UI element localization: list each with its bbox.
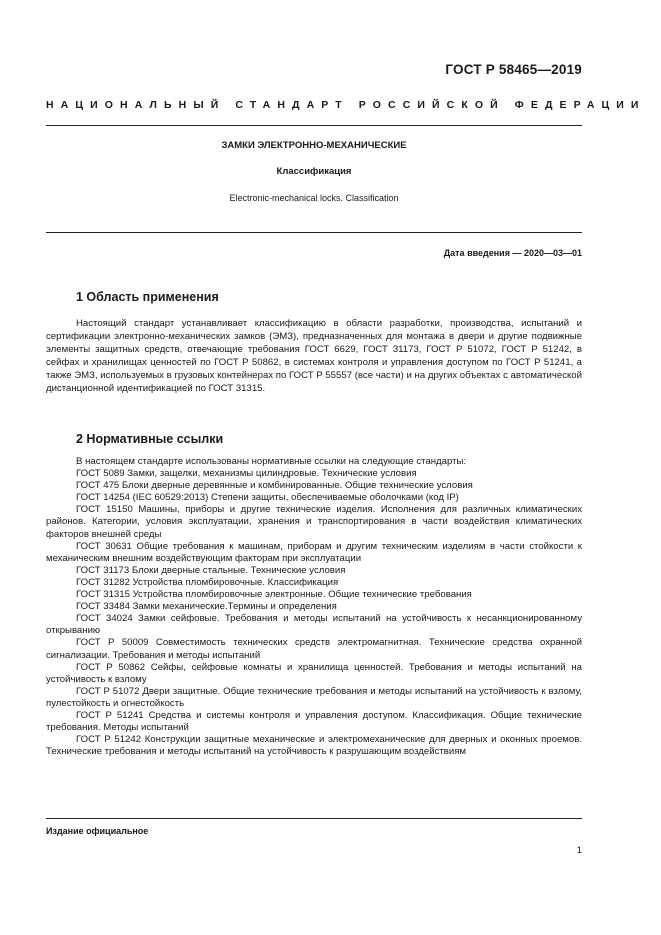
reference-item: ГОСТ 31315 Устройства пломбировочные электронные. Общие технические требования	[76, 589, 472, 601]
reference-item: ГОСТ Р 51241 Средства и системы контроля и управления доступом. Классификация. Общие технические требования. Методы испытаний	[46, 709, 582, 734]
normative-references-list	[46, 456, 582, 758]
middle-divider	[46, 232, 582, 233]
official-edition-label: Издание официальное	[46, 826, 149, 836]
section-1-title: 1 Область применения	[76, 290, 219, 304]
footer-divider	[46, 818, 582, 819]
references-intro: В настоящем стандарте использованы нормативные ссылки на следующие стандарты:	[76, 456, 467, 467]
reference-item: ГОСТ 14254 (IEC 60529:2013) Степени защиты, обеспечиваемые оболочками (код IP)	[76, 492, 459, 504]
reference-item: ГОСТ 475 Блоки дверные деревянные и комбинированные. Общие технические условия	[76, 480, 473, 492]
standard-code: ГОСТ Р 58465—2019	[445, 62, 582, 77]
reference-item: ГОСТ 30631 Общие требования к машинам, приборам и другим техническим изделиям в части стойкости к механическим внешним воздействующим факторам при эксплуатации	[46, 540, 582, 564]
reference-item: ГОСТ 31282 Устройства пломбировочные. Классификация	[76, 576, 339, 588]
reference-item: ГОСТ 5089 Замки, защелки, механизмы цилиндровые. Технические условия	[76, 468, 417, 480]
section-2-title: 2 Нормативные ссылки	[76, 432, 224, 446]
reference-item: ГОСТ 34024 Замки сейфовые. Требования и методы испытаний на устойчивость к несанкционированному открыванию	[46, 613, 582, 637]
document-subtitle: Классификация	[276, 166, 352, 177]
reference-item: ГОСТ 33484 Замки механические.Термины и определения	[76, 601, 337, 613]
reference-item: ГОСТ Р 50009 Совместимость технических средств электромагнитная. Технические средства охранной сигнализации. Требования и методы испытаний	[46, 637, 582, 661]
national-standard-banner: НАЦИОНАЛЬНЫЙ СТАНДАРТ РОССИЙСКОЙ ФЕДЕРАЦИИ	[46, 99, 646, 111]
reference-item: ГОСТ Р 50862 Сейфы, сейфовые комнаты и хранилища ценностей. Требования и методы испытаний на устойчивость к взлому	[46, 661, 582, 685]
document-title: ЗАМКИ ЭЛЕКТРОННО-МЕХАНИЧЕСКИЕ	[221, 140, 407, 151]
section-1-paragraph: Настоящий стандарт устанавливает классификацию в области разработки, производства, испытаний и сертификации электронно-механических замков (ЭМЗ), предназначенных для монтажа в двери и другие подвижные элементы защитных средств, отвечающие требования ГОСТ 6629, ГОСТ 31173, ГОСТ Р 51072, ГОСТ Р 51242, в сейфах и хранилищах ценностей по ГОСТ Р 50862, в системах контроля и управления доступом по ГОСТ Р 51241, а также ЭМЗ, используемых в грузовых контейнерах по ГОСТ Р 55557 (все части) и на других объектах с автоматической дистанционной идентификацией по ГОСТ 31315.	[46, 318, 582, 395]
section-1-body	[46, 317, 582, 396]
top-divider	[46, 125, 582, 126]
page-number: 1	[576, 845, 582, 856]
introduction-date: Дата введения — 2020—03—01	[443, 248, 582, 258]
reference-item: ГОСТ Р 51072 Двери защитные. Общие технические требования и методы испытаний на устойчивость к взлому, пулестойкость и огнестойкость	[46, 685, 582, 709]
reference-item: ГОСТ 15150 Машины, приборы и другие технические изделия. Исполнения для различных климатических районов. Категории, условия эксплуатации, хранения и транспортирования в части воздействия климатических факторов внешней среды	[46, 504, 582, 540]
reference-item: ГОСТ Р 51242 Конструкции защитные механические и электромеханические для дверных и оконных проемов. Технические требования и методы испытаний на устойчивость к разрушающим воздействиям	[46, 734, 582, 758]
document-english-title: Electronic-mechanical locks. Classification	[229, 193, 399, 203]
reference-item: ГОСТ 31173 Блоки дверные стальные. Технические условия	[76, 564, 346, 576]
